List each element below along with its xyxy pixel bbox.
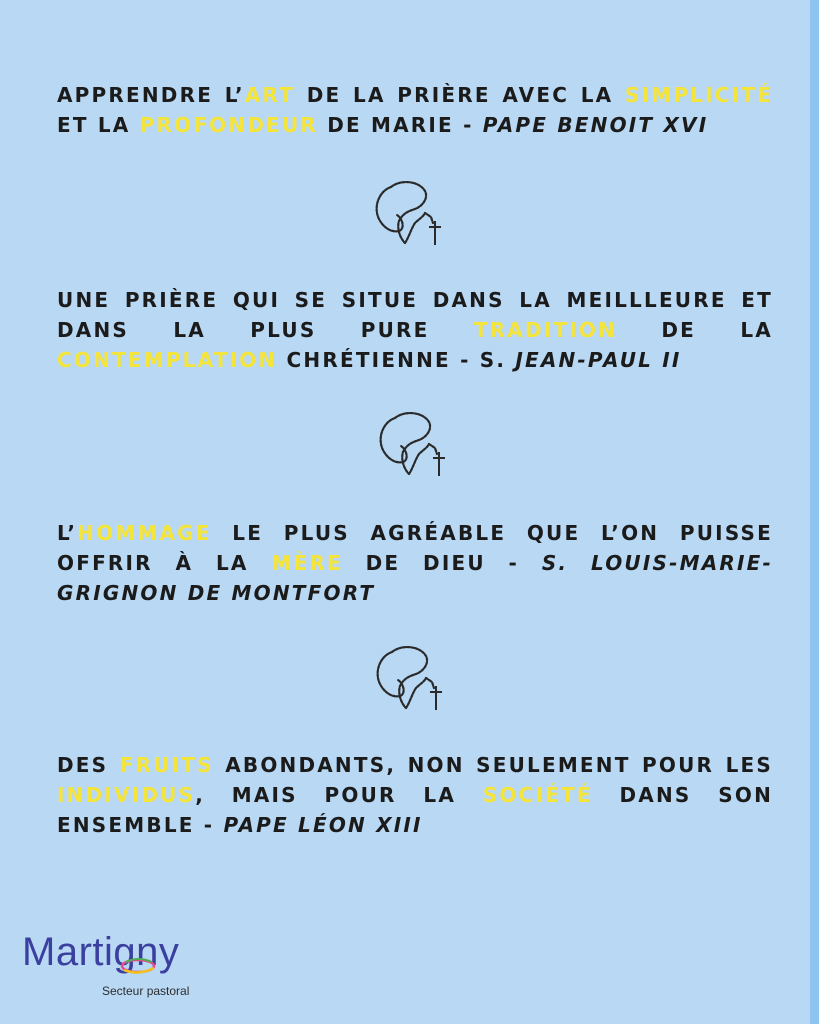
quote-author: PAPE BENOIT XVI bbox=[482, 113, 709, 137]
highlighted-word: SOCIÉTÉ bbox=[482, 783, 593, 807]
quote-text: CHRÉTIENNE - S. bbox=[277, 348, 516, 372]
quote-author: S. LOUIS-MARIE-GRIGNON DE MONTFORT bbox=[57, 551, 774, 605]
quote-text: LE PLUS AGRÉABLE QUE L’ON PUISSE OFFRIR À LA bbox=[57, 521, 773, 575]
quote-author: PAPE LÉON XIII bbox=[223, 813, 423, 837]
highlighted-word: INDIVIDUS bbox=[57, 783, 196, 807]
highlighted-word: SIMPLICITÉ bbox=[624, 83, 773, 107]
highlighted-word: PROFONDEUR bbox=[139, 113, 319, 137]
logo-wordmark: Martigny bbox=[22, 930, 180, 974]
quote-jean-paul bbox=[57, 285, 773, 375]
quote-text: , MAIS POUR LA bbox=[195, 783, 483, 807]
right-edge-strip bbox=[810, 0, 819, 1024]
quote-text: DE DIEU - bbox=[342, 551, 542, 575]
highlighted-word: TRADITION bbox=[473, 318, 618, 342]
highlighted-word: HOMMAGE bbox=[77, 521, 212, 545]
quote-author: JEAN-PAUL II bbox=[515, 348, 682, 372]
quote-leon bbox=[57, 750, 773, 840]
quote-text: UNE PRIÈRE QUI SE SITUE DANS LA MEILLLEURE ET DANS LA PLUS PURE bbox=[57, 288, 773, 342]
highlighted-word: ART bbox=[244, 83, 296, 107]
quote-text: DE MARIE - bbox=[318, 113, 483, 137]
rosary-icon bbox=[373, 404, 453, 484]
quote-text: ET LA bbox=[57, 113, 140, 137]
logo-cross-icon bbox=[120, 930, 160, 986]
highlighted-word: CONTEMPLATION bbox=[57, 348, 278, 372]
martigny-logo bbox=[22, 930, 222, 1000]
quote-text: DES bbox=[57, 753, 120, 777]
quote-text: DE LA bbox=[617, 318, 773, 342]
quote-text: DE LA PRIÈRE AVEC LA bbox=[295, 83, 625, 107]
quote-montfort bbox=[57, 518, 773, 608]
highlighted-word: FRUITS bbox=[119, 753, 214, 777]
quote-benoit bbox=[57, 80, 773, 140]
quote-text: APPRENDRE L’ bbox=[57, 83, 245, 107]
highlighted-word: MÈRE bbox=[271, 551, 343, 575]
quote-text: DANS SON ENSEMBLE - bbox=[57, 783, 774, 837]
quote-text: L’ bbox=[57, 521, 78, 545]
quote-text: ABONDANTS, NON SEULEMENT POUR LES bbox=[213, 753, 773, 777]
logo-subtitle: Secteur pastoral bbox=[102, 984, 190, 998]
rosary-icon bbox=[370, 638, 450, 718]
rosary-icon bbox=[369, 173, 449, 253]
